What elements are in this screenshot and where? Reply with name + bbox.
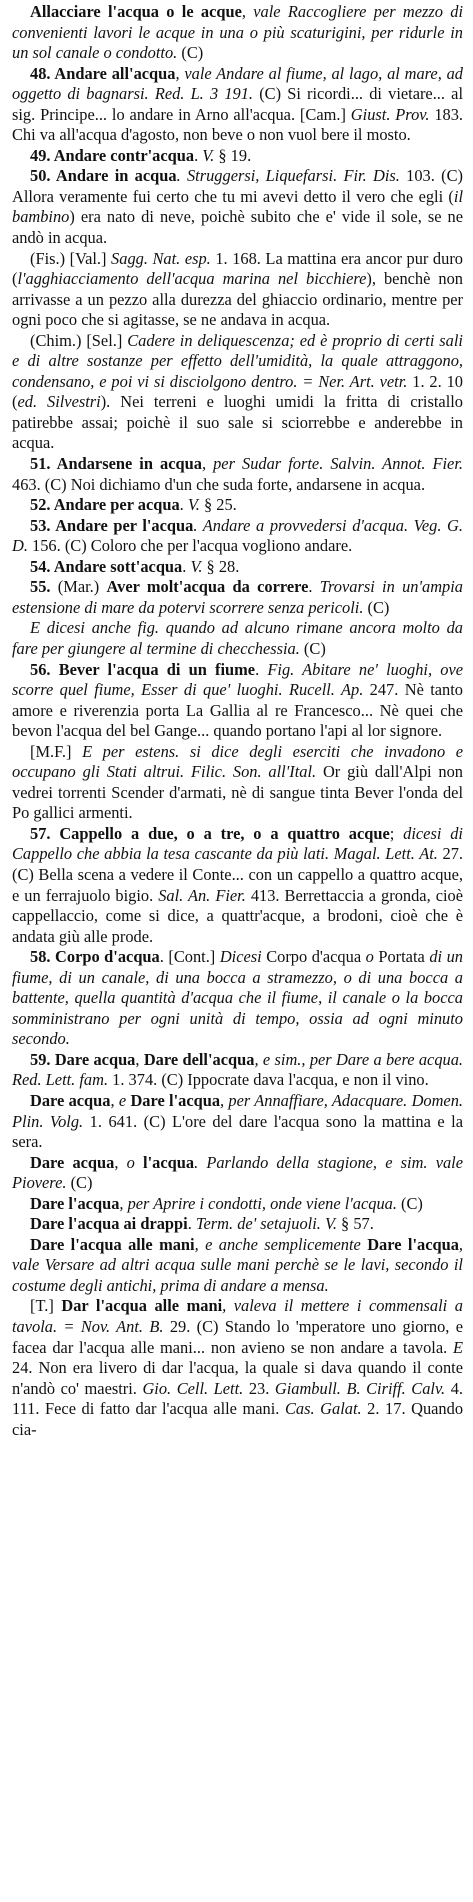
italic-text: Fig. Abitare ne' luoghi, ove scorre quel fiume, Esser di que' luoghi. Rucell. Ap. <box>12 659 463 700</box>
entry-text: (Fis.) [Val.] <box>30 248 112 268</box>
entry-text: 1. 2. 10 ( <box>12 371 463 412</box>
italic-text: V. <box>202 145 215 165</box>
dictionary-entry <box>12 1050 463 1091</box>
entry-number: 48. <box>30 63 55 83</box>
entry-text: 27. (C) Bella scena a vedere il Conte... con un cappello a quattro acque, e un ferrajuolo bigio. <box>12 844 464 905</box>
entry-number: 54. <box>30 556 54 576</box>
entry-headword: Andare contr'acqua <box>53 145 195 165</box>
italic-text: Cadere in deliquescenza; ed è proprio di certi sali e di altre sostanze per effetto dell'umidità, la quale attraggono, condensano, e poi vi si disciolgono dentro. = Ner. Art. vetr. <box>12 330 463 391</box>
entry-text: § 19. <box>214 145 252 165</box>
entry-number: 50. <box>30 166 56 186</box>
entry-text: 4. 111. Fece di fatto dar l'acqua alle mani. <box>12 1378 463 1419</box>
entry-text: ) era nato di neve, poichè subito che e' vide il sole, se ne andò in acqua. <box>12 207 463 248</box>
italic-text: Cas. Galat. <box>284 1399 362 1419</box>
dictionary-entry <box>12 64 463 146</box>
entry-text: 1. 374. (C) Ippocrate dava l'acqua, e non il vino. <box>108 1070 429 1090</box>
entry-text <box>135 1153 143 1172</box>
entry-headword: Andare per acqua <box>53 495 180 515</box>
entry-text: (C) <box>396 1193 423 1213</box>
italic-text: . Andare a provvedersi d'acqua. Veg. G. D. <box>12 515 463 556</box>
entry-headword: l'acqua <box>143 1152 195 1172</box>
italic-text: Term. de' setajuoli. V. <box>195 1214 337 1234</box>
entry-text: (C) <box>299 638 326 658</box>
italic-text: , e anche semplicemente <box>194 1234 361 1254</box>
entry-text: (C) <box>66 1173 93 1193</box>
entry-text: Corpo d'acqua <box>261 947 366 967</box>
italic-text: V. <box>190 556 203 576</box>
entry-text: § 28. <box>202 556 240 576</box>
entry-headword: Andarsene in acqua <box>56 454 202 474</box>
entry-text: , <box>135 1049 144 1069</box>
dictionary-entry <box>12 331 463 454</box>
dictionary-entry <box>12 1296 463 1440</box>
dictionary-entry <box>12 166 463 248</box>
italic-text: E dicesi anche fig. quando ad alcuno rimane ancora molto da fare per giungere al termine di checchessia. <box>12 618 463 658</box>
dictionary-entry <box>12 947 463 1050</box>
entry-headword: Andare sott'acqua <box>53 556 183 576</box>
entry-text: 1. 168. La mattina era ancor pur duro ( <box>12 248 463 289</box>
entry-headword: Allacciare l'acqua o le acque <box>30 2 242 21</box>
italic-text: dicesi di Cappello che abbia la tesa cascante da più lati. Magal. Lett. At. <box>12 823 463 864</box>
entry-headword: Dare l'acqua <box>130 1090 221 1110</box>
dictionary-entry <box>12 1153 463 1194</box>
entry-number: 49. <box>30 145 54 165</box>
entry-headword: Dare acqua <box>30 1090 111 1110</box>
entry-text: (Chim.) [Sel.] <box>30 330 128 350</box>
entry-number: 57. <box>30 823 60 843</box>
entry-text: 24. Non era livero di dar l'acqua, la quale si dava quando il conte n'andò co' maestri. <box>12 1358 463 1398</box>
dictionary-entry <box>12 454 463 495</box>
entry-headword: Dare l'acqua <box>30 1193 120 1213</box>
italic-text: l'agghiacciamento dell'acqua marina nel bicchiere <box>17 269 367 289</box>
entry-headword: Dare acqua <box>30 1152 115 1172</box>
entry-text: . [Cont.] <box>159 947 220 967</box>
entry-number: 56. <box>30 659 59 679</box>
dictionary-entry <box>12 249 463 331</box>
italic-text: Dicesi <box>219 947 262 967</box>
entry-headword: Dare acqua <box>54 1049 136 1069</box>
entry-text: 247. Nè tanto amore e riverenzia porta La Gallia al re Francesco... Nè quei che bevon l'acqua del bel Gange... quando portano l'api al lor signore. <box>12 680 463 741</box>
entry-text: Or giù dall'Alpi non vedrei torrenti Scender d'armati, nè di sangue tinta Bever l'onda del Po gallici armenti. <box>12 762 464 823</box>
dictionary-entry <box>12 1194 463 1215</box>
entry-text: ). Nei terreni e luoghi umidi la fritta di cristallo patirebbe assai; poichè il suo sale si sciorrebbe e anderebbe in acqua. <box>12 392 463 453</box>
entry-number: 55. <box>30 577 58 597</box>
entry-headword: Aver molt'acqua da correre <box>106 577 309 597</box>
dictionary-entry <box>12 1091 463 1153</box>
entry-headword: Corpo d'acqua <box>55 947 160 967</box>
italic-text: ed. Silvestri <box>17 392 101 412</box>
entry-text: 183. Chi va all'acqua d'agosto, non beve o non vuol bere il mosto. <box>12 104 464 145</box>
entry-text: § 25. <box>199 495 237 515</box>
dictionary-entry <box>12 577 463 618</box>
italic-text: , vale Versare ad altri acqua sulle mani perchè se le lavi, secondo il costume degli antichi, prima di andare a mensa. <box>12 1234 464 1295</box>
dictionary-entry <box>12 824 463 947</box>
entry-text: [M.F.] <box>30 741 83 761</box>
italic-text: o <box>365 947 374 967</box>
dictionary-entry <box>12 557 463 578</box>
entry-text: 103. (C) Allora veramente fui certo che tu mi avevi detto il vero che egli ( <box>12 166 463 206</box>
entry-text: 1. 641. (C) L'ore del dare l'acqua sono la mattina e la sera. <box>12 1111 463 1152</box>
italic-text: , per Annaffiare, Adacquare. Domen. Plin. Volg. <box>12 1090 464 1131</box>
italic-text: Gio. Cell. Lett. <box>142 1378 244 1398</box>
entry-text: . <box>179 495 188 515</box>
italic-text: , per Sudar forte. Salvin. Annot. Fier. <box>201 454 463 474</box>
entry-number: 53. <box>30 515 56 535</box>
entry-text: . <box>308 577 320 597</box>
entry-text: . <box>255 659 268 679</box>
dictionary-entry <box>12 146 463 167</box>
italic-text: E <box>452 1337 463 1357</box>
dictionary-entry <box>12 618 463 659</box>
italic-text: V. <box>187 495 200 515</box>
entry-text: 463. (C) Noi dichiamo d'un che suda forte, andarsene in acqua. <box>12 474 426 494</box>
italic-text: Sal. An. Fier. <box>158 885 246 905</box>
italic-text: . Parlando della stagione, e sim. vale Piovere. <box>12 1152 464 1193</box>
italic-text: , valeva il mettere i commensali a tavola. = Nov. Ant. B. <box>12 1296 463 1336</box>
italic-text: , per Aprire i condotti, onde viene l'acqua. <box>119 1193 397 1213</box>
entry-headword: Andare in acqua <box>55 166 177 186</box>
italic-text: , vale Andare al fiume, al lago, al mare, ad oggetto di bagnarsi. Red. L. 3 191. <box>12 63 463 104</box>
entry-text: Portata <box>373 947 430 967</box>
dictionary-entry <box>12 660 463 742</box>
entry-headword: Cappello a due, o a tre, o a quattro acque <box>59 823 390 843</box>
italic-text: e <box>118 1090 127 1110</box>
entry-text: , <box>114 1152 127 1172</box>
entry-headword: Dare dell'acqua <box>143 1049 255 1069</box>
italic-text: Trovarsi in un'ampia estensione di mare da potervi scorrere senza pericoli. <box>12 577 463 617</box>
entry-text: (C) <box>177 43 204 63</box>
entry-text: 23. <box>243 1378 275 1398</box>
italic-text: , e sim., per Dare a bere acqua. Red. Lett. fam. <box>12 1049 464 1090</box>
dictionary-entry <box>12 1235 463 1297</box>
entry-headword: Dare l'acqua <box>367 1234 459 1254</box>
dictionary-entry <box>12 742 463 824</box>
entry-number: 59. <box>30 1049 55 1069</box>
italic-text: Giust. Prov. <box>350 104 430 124</box>
italic-text: o <box>126 1152 135 1172</box>
entry-text: 156. (C) Coloro che per l'acqua vogliono andare. <box>27 536 353 556</box>
entry-text: [T.] <box>30 1296 62 1316</box>
entry-headword: Dar l'acqua alle mani <box>61 1296 223 1316</box>
italic-text: E per estens. si dice degli eserciti che invadono e occupano gli Stati altrui. Filic. Son. all'Ital. <box>12 741 463 782</box>
entry-text: 413. Berrettaccia a gronda, cioè cappellaccio, come si dice, a quattr'acque, a brodoni, cioè che è andata giù alle prode. <box>12 885 463 946</box>
entry-number: 51. <box>30 454 57 474</box>
entry-headword: Dare l'acqua ai drappi <box>30 1214 188 1234</box>
italic-text: Sagg. Nat. esp. <box>111 248 211 268</box>
entry-text: (C) Si ricordi... di vietare... al sig. Principe... lo andare in Arno all'acqua. [Cam.] <box>12 84 464 124</box>
entry-text: . <box>187 1214 196 1234</box>
italic-text: Giambull. B. Ciriff. Calv. <box>274 1378 446 1398</box>
entry-number: 52. <box>30 495 54 515</box>
entry-text: (C) <box>363 597 390 617</box>
entry-number: 58. <box>30 947 56 967</box>
dictionary-entry <box>12 516 463 557</box>
entry-headword: Dare l'acqua alle mani <box>30 1234 195 1254</box>
dictionary-entry <box>12 495 463 516</box>
entry-headword: Bever l'acqua di un fiume <box>58 659 256 679</box>
entry-text: . <box>182 556 191 576</box>
italic-text: il bambino <box>12 186 463 227</box>
italic-text: di un fiume, di un canale, di una bocca a stramezzo, o di una bocca a battente, quella quantità d'acqua che il fiume, il canale o la bocca somministrano per ogni unità di tempo, ossia ad ogni minuto secondo. <box>12 947 463 1049</box>
entry-text: 29. (C) Stando lo 'mperatore uno giorno, e facea dar l'acqua alle mani... non avieno se non andare a tavola. <box>12 1317 463 1357</box>
entry-headword: Andare per l'acqua <box>55 515 194 535</box>
entry-text: ), benchè non arrivasse a un pezzo alla durezza del ghiaccio ordinario, mentre per ogni poco che si agitasse, se ne andava in acqua. <box>12 269 463 330</box>
entry-text: § 57. <box>336 1214 374 1234</box>
italic-text: , vale Raccogliere per mezzo di convenienti lavori le acque in una o più scaturigini, per ridurle in un sol canale o condotto. <box>12 2 464 63</box>
entry-text: (Mar.) <box>57 577 107 597</box>
dictionary-entry <box>12 1214 463 1235</box>
entry-text: 2. 17. Quando cia- <box>12 1399 464 1439</box>
entry-text: , <box>110 1090 119 1110</box>
dictionary-entry <box>12 2 463 64</box>
entry-text: ; <box>389 823 404 843</box>
entry-text: . <box>194 145 203 165</box>
italic-text: . Struggersi, Liquefarsi. Fir. Dis. <box>176 166 400 186</box>
entry-headword: Andare all'acqua <box>54 63 176 83</box>
